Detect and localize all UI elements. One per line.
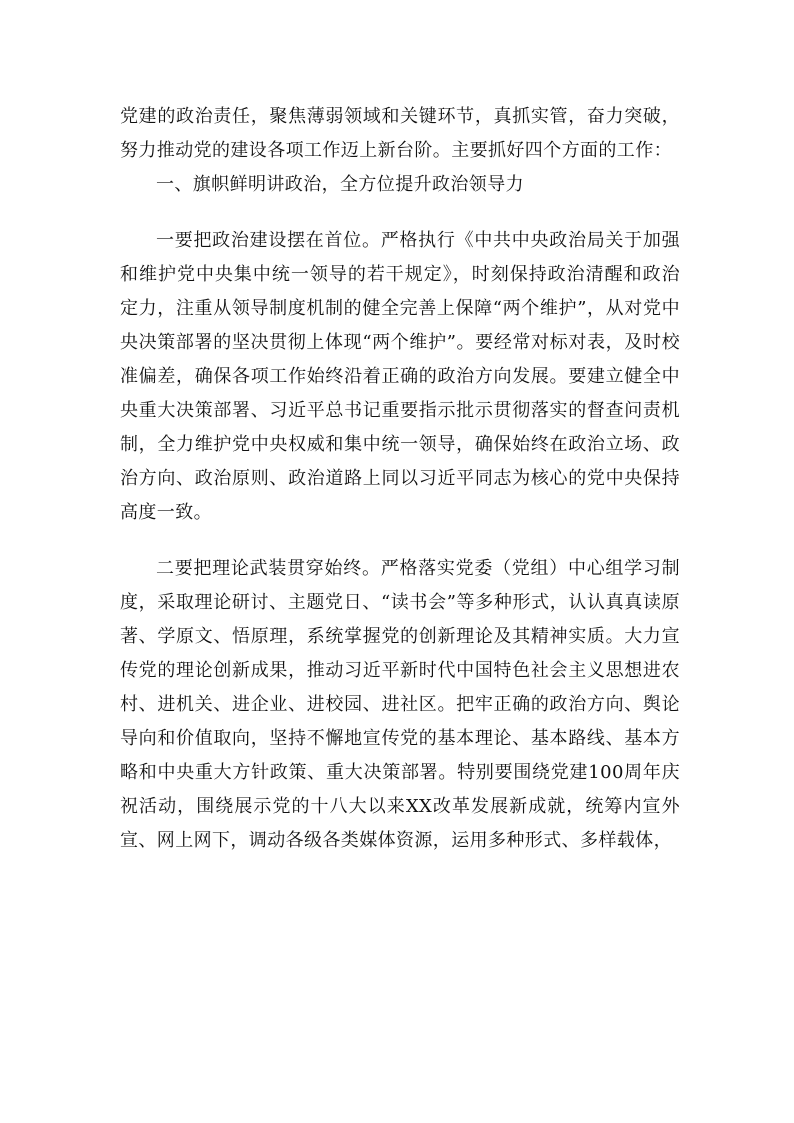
body-paragraph-2: 二要把理论武装贯穿始终。严格落实党委（党组）中心组学习制度，采取理论研讨、主题党日、“读书会”等多种形式，认认真真读原著、学原文、悟原理，系统掌握党的创新理论及其精神实质。大力宣传党的理论创新成果，推动习近平新时代中国特色社会主义思想进农村、进机关、进企业、进校园、进社区。把牢正确的政治方向、舆论导向和价值取向，坚持不懈地宣传党的基本理论、基本路线、基本方略和中央重大方针政策、重大决策部署。特别要围绕党建100周年庆祝活动，围绕展示党的十八大以来XX改革发展新成就，统筹内宣外宣、网上网下，调动各级各类媒体资源，运用多种形式、多样载体， xyxy=(120,558,680,851)
intro-paragraph: 党建的政治责任，聚焦薄弱领域和关键环节，真抓实管，奋力突破，努力推动党的建设各项工作迈上新台阶。主要抓好四个方面的工作： xyxy=(120,106,680,161)
document-page xyxy=(120,100,680,858)
body-paragraph-1: 一要把政治建设摆在首位。严格执行《中共中央政治局关于加强和维护党中央集中统一领导的若干规定》，时刻保持政治清醒和政治定力，注重从领导制度机制的健全完善上保障“两个维护”，从对党中央决策部署的坚决贯彻上体现“两个维护”。要经常对标对表，及时校准偏差，确保各项工作始终沿着正确的政治方向发展。要建立健全中央重大决策部署、习近平总书记重要指示批示贯彻落实的督查问责机制，全力维护党中央权威和集中统一领导，确保始终在政治立场、政治方向、政治原则、政治道路上同以习近平同志为核心的党中央保持高度一致。 xyxy=(120,230,680,523)
section-heading: 一、旗帜鲜明讲政治，全方位提升政治领导力 xyxy=(156,174,524,195)
